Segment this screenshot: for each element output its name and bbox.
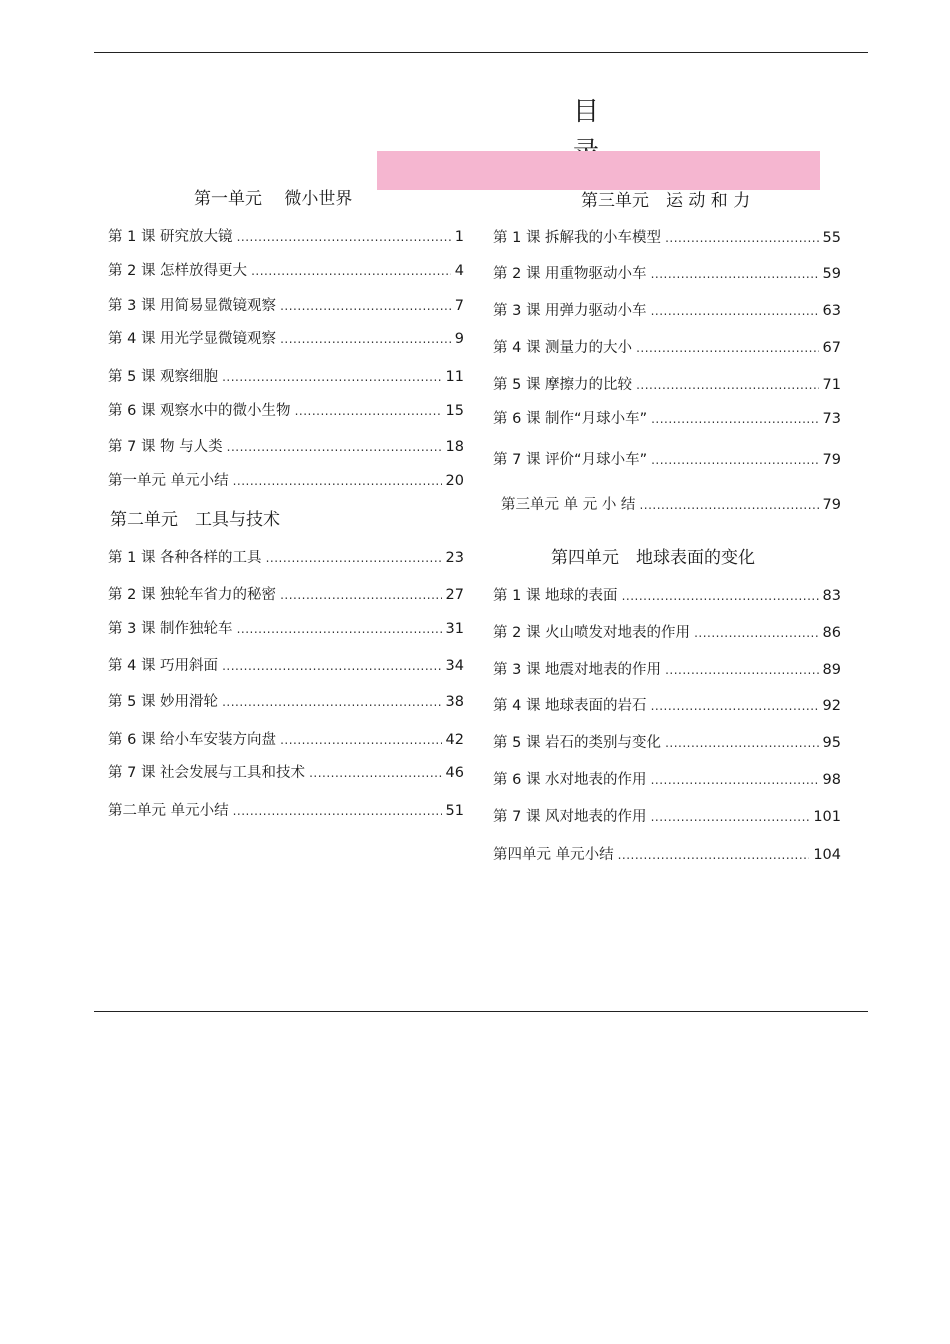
entry-page: 59 — [822, 266, 841, 282]
entry-page: 23 — [445, 550, 464, 566]
dot-leader — [280, 729, 441, 751]
dot-leader — [651, 695, 819, 717]
entry-page: 63 — [822, 303, 841, 319]
dot-leader — [651, 408, 818, 430]
dot-leader — [222, 655, 441, 677]
entry-page: 89 — [822, 662, 841, 678]
entry-page: 86 — [822, 625, 841, 641]
entry-label: 第 5 课 摩擦力的比较 — [493, 377, 633, 393]
entry-page: 71 — [822, 377, 841, 393]
dot-leader — [237, 226, 451, 248]
toc-entry[interactable] — [493, 695, 841, 717]
dot-leader — [651, 300, 819, 322]
toc-entry[interactable] — [108, 547, 464, 569]
toc-entry[interactable] — [493, 449, 841, 471]
toc-entry[interactable] — [493, 300, 841, 322]
dot-leader — [280, 295, 451, 317]
dot-leader — [665, 732, 818, 754]
entry-label: 第三单元 单 元 小 结 — [501, 497, 636, 513]
toc-entry[interactable] — [108, 655, 464, 677]
entry-label: 第 1 课 各种各样的工具 — [108, 550, 262, 566]
dot-leader — [618, 844, 810, 866]
entry-page: 104 — [813, 847, 841, 863]
entry-page: 51 — [445, 803, 464, 819]
entry-page: 18 — [445, 439, 464, 455]
entry-page: 1 — [454, 229, 464, 245]
right-column — [493, 0, 841, 900]
entry-page: 98 — [822, 772, 841, 788]
dot-leader — [694, 622, 818, 644]
entry-label: 第 2 课 火山喷发对地表的作用 — [493, 625, 691, 641]
toc-entry[interactable] — [493, 732, 841, 754]
toc-entry[interactable] — [493, 337, 841, 359]
toc-entry[interactable] — [493, 806, 841, 828]
toc-entry[interactable] — [493, 622, 841, 644]
entry-label: 第 5 课 妙用滑轮 — [108, 694, 219, 710]
entry-page: 79 — [822, 452, 841, 468]
entry-label: 第二单元 单元小结 — [108, 803, 229, 819]
entry-page: 11 — [445, 369, 464, 385]
dot-leader — [636, 374, 818, 396]
entry-label: 第 4 课 巧用斜面 — [108, 658, 219, 674]
toc-entry[interactable] — [108, 618, 464, 640]
dot-leader — [266, 547, 442, 569]
entry-page: 95 — [822, 735, 841, 751]
toc-entry[interactable] — [493, 263, 841, 285]
entry-label: 第 6 课 制作“月球小车” — [493, 411, 648, 427]
entry-page: 4 — [454, 263, 464, 279]
entry-page: 31 — [445, 621, 464, 637]
entry-page: 55 — [822, 230, 841, 246]
dot-leader — [233, 800, 442, 822]
entry-label: 第 6 课 给小车安装方向盘 — [108, 732, 277, 748]
toc-entry[interactable] — [493, 585, 841, 607]
entry-label: 第 5 课 观察细胞 — [108, 369, 219, 385]
toc-entry[interactable] — [493, 408, 841, 430]
dot-leader — [639, 494, 818, 516]
entry-label: 第 3 课 用弹力驱动小车 — [493, 303, 647, 319]
toc-entry[interactable] — [493, 659, 841, 681]
entry-page: 15 — [445, 403, 464, 419]
unit-heading: 第一单元 微小世界 — [194, 189, 353, 209]
dot-leader — [651, 806, 810, 828]
dot-leader — [651, 449, 818, 471]
entry-page: 38 — [445, 694, 464, 710]
entry-page: 9 — [454, 331, 464, 347]
entry-label: 第 3 课 制作独轮车 — [108, 621, 233, 637]
entry-page: 27 — [445, 587, 464, 603]
entry-label: 第四单元 单元小结 — [493, 847, 614, 863]
toc-entry[interactable] — [108, 328, 464, 350]
entry-label: 第 6 课 水对地表的作用 — [493, 772, 647, 788]
toc-entry[interactable] — [108, 436, 464, 458]
entry-label: 第 1 课 研究放大镜 — [108, 229, 233, 245]
entry-label: 第 6 课 观察水中的微小生物 — [108, 403, 291, 419]
entry-label: 第 7 课 评价“月球小车” — [493, 452, 648, 468]
dot-leader — [222, 691, 441, 713]
toc-entry[interactable] — [108, 470, 464, 492]
entry-page: 42 — [445, 732, 464, 748]
dot-leader — [222, 366, 441, 388]
toc-entry[interactable] — [108, 800, 464, 822]
entry-label: 第一单元 单元小结 — [108, 473, 229, 489]
entry-page: 20 — [445, 473, 464, 489]
dot-leader — [280, 584, 441, 606]
toc-entry[interactable] — [493, 227, 841, 249]
entry-label: 第 3 课 用简易显微镜观察 — [108, 298, 277, 314]
dot-leader — [233, 470, 442, 492]
entry-page: 83 — [822, 588, 841, 604]
dot-leader — [295, 400, 442, 422]
toc-entry[interactable] — [108, 691, 464, 713]
entry-label: 第 2 课 用重物驱动小车 — [493, 266, 647, 282]
dot-leader — [251, 260, 451, 282]
dot-leader — [622, 585, 819, 607]
entry-label: 第 7 课 社会发展与工具和技术 — [108, 765, 306, 781]
dot-leader — [636, 337, 818, 359]
entry-label: 第 1 课 拆解我的小车模型 — [493, 230, 662, 246]
dot-leader — [665, 659, 818, 681]
entry-label: 第 2 课 怎样放得更大 — [108, 263, 248, 279]
page-title: 目 — [572, 97, 627, 127]
dot-leader — [309, 762, 441, 784]
entry-label: 第 4 课 地球表面的岩石 — [493, 698, 647, 714]
bottom-rule — [94, 1011, 868, 1012]
unit-heading: 第三单元 运 动 和 力 — [581, 191, 751, 211]
entry-label: 第 2 课 独轮车省力的秘密 — [108, 587, 277, 603]
dot-leader — [651, 263, 819, 285]
toc-entry[interactable] — [108, 366, 464, 388]
dot-leader — [237, 618, 442, 640]
unit-heading: 第四单元 地球表面的变化 — [551, 548, 755, 568]
entry-page: 73 — [822, 411, 841, 427]
toc-entry[interactable] — [108, 762, 464, 784]
entry-label: 第 5 课 岩石的类别与变化 — [493, 735, 662, 751]
entry-page: 79 — [822, 497, 841, 513]
entry-label: 第 7 课 风对地表的作用 — [493, 809, 647, 825]
toc-entry[interactable] — [108, 226, 464, 248]
entry-label: 第 1 课 地球的表面 — [493, 588, 618, 604]
toc-entry[interactable] — [108, 260, 464, 282]
left-column — [108, 0, 464, 900]
entry-page: 92 — [822, 698, 841, 714]
entry-label: 第 7 课 物 与人类 — [108, 439, 223, 455]
entry-page: 34 — [445, 658, 464, 674]
toc-entry[interactable] — [108, 400, 464, 422]
entry-page: 7 — [454, 298, 464, 314]
entry-label: 第 4 课 测量力的大小 — [493, 340, 633, 356]
toc-entry[interactable] — [108, 584, 464, 606]
toc-entry[interactable] — [108, 295, 464, 317]
entry-label: 第 3 课 地震对地表的作用 — [493, 662, 662, 678]
entry-page: 67 — [822, 340, 841, 356]
unit-heading: 第二单元 工具与技术 — [110, 510, 280, 530]
dot-leader — [280, 328, 451, 350]
entry-page: 46 — [445, 765, 464, 781]
toc-entry[interactable] — [108, 729, 464, 751]
toc-entry[interactable] — [493, 374, 841, 396]
entry-label: 第 4 课 用光学显微镜观察 — [108, 331, 277, 347]
dot-leader — [227, 436, 442, 458]
toc-entry[interactable] — [493, 769, 841, 791]
dot-leader — [665, 227, 818, 249]
dot-leader — [651, 769, 819, 791]
toc-entry[interactable] — [493, 844, 841, 866]
toc-entry[interactable] — [501, 494, 841, 516]
entry-page: 101 — [813, 809, 841, 825]
